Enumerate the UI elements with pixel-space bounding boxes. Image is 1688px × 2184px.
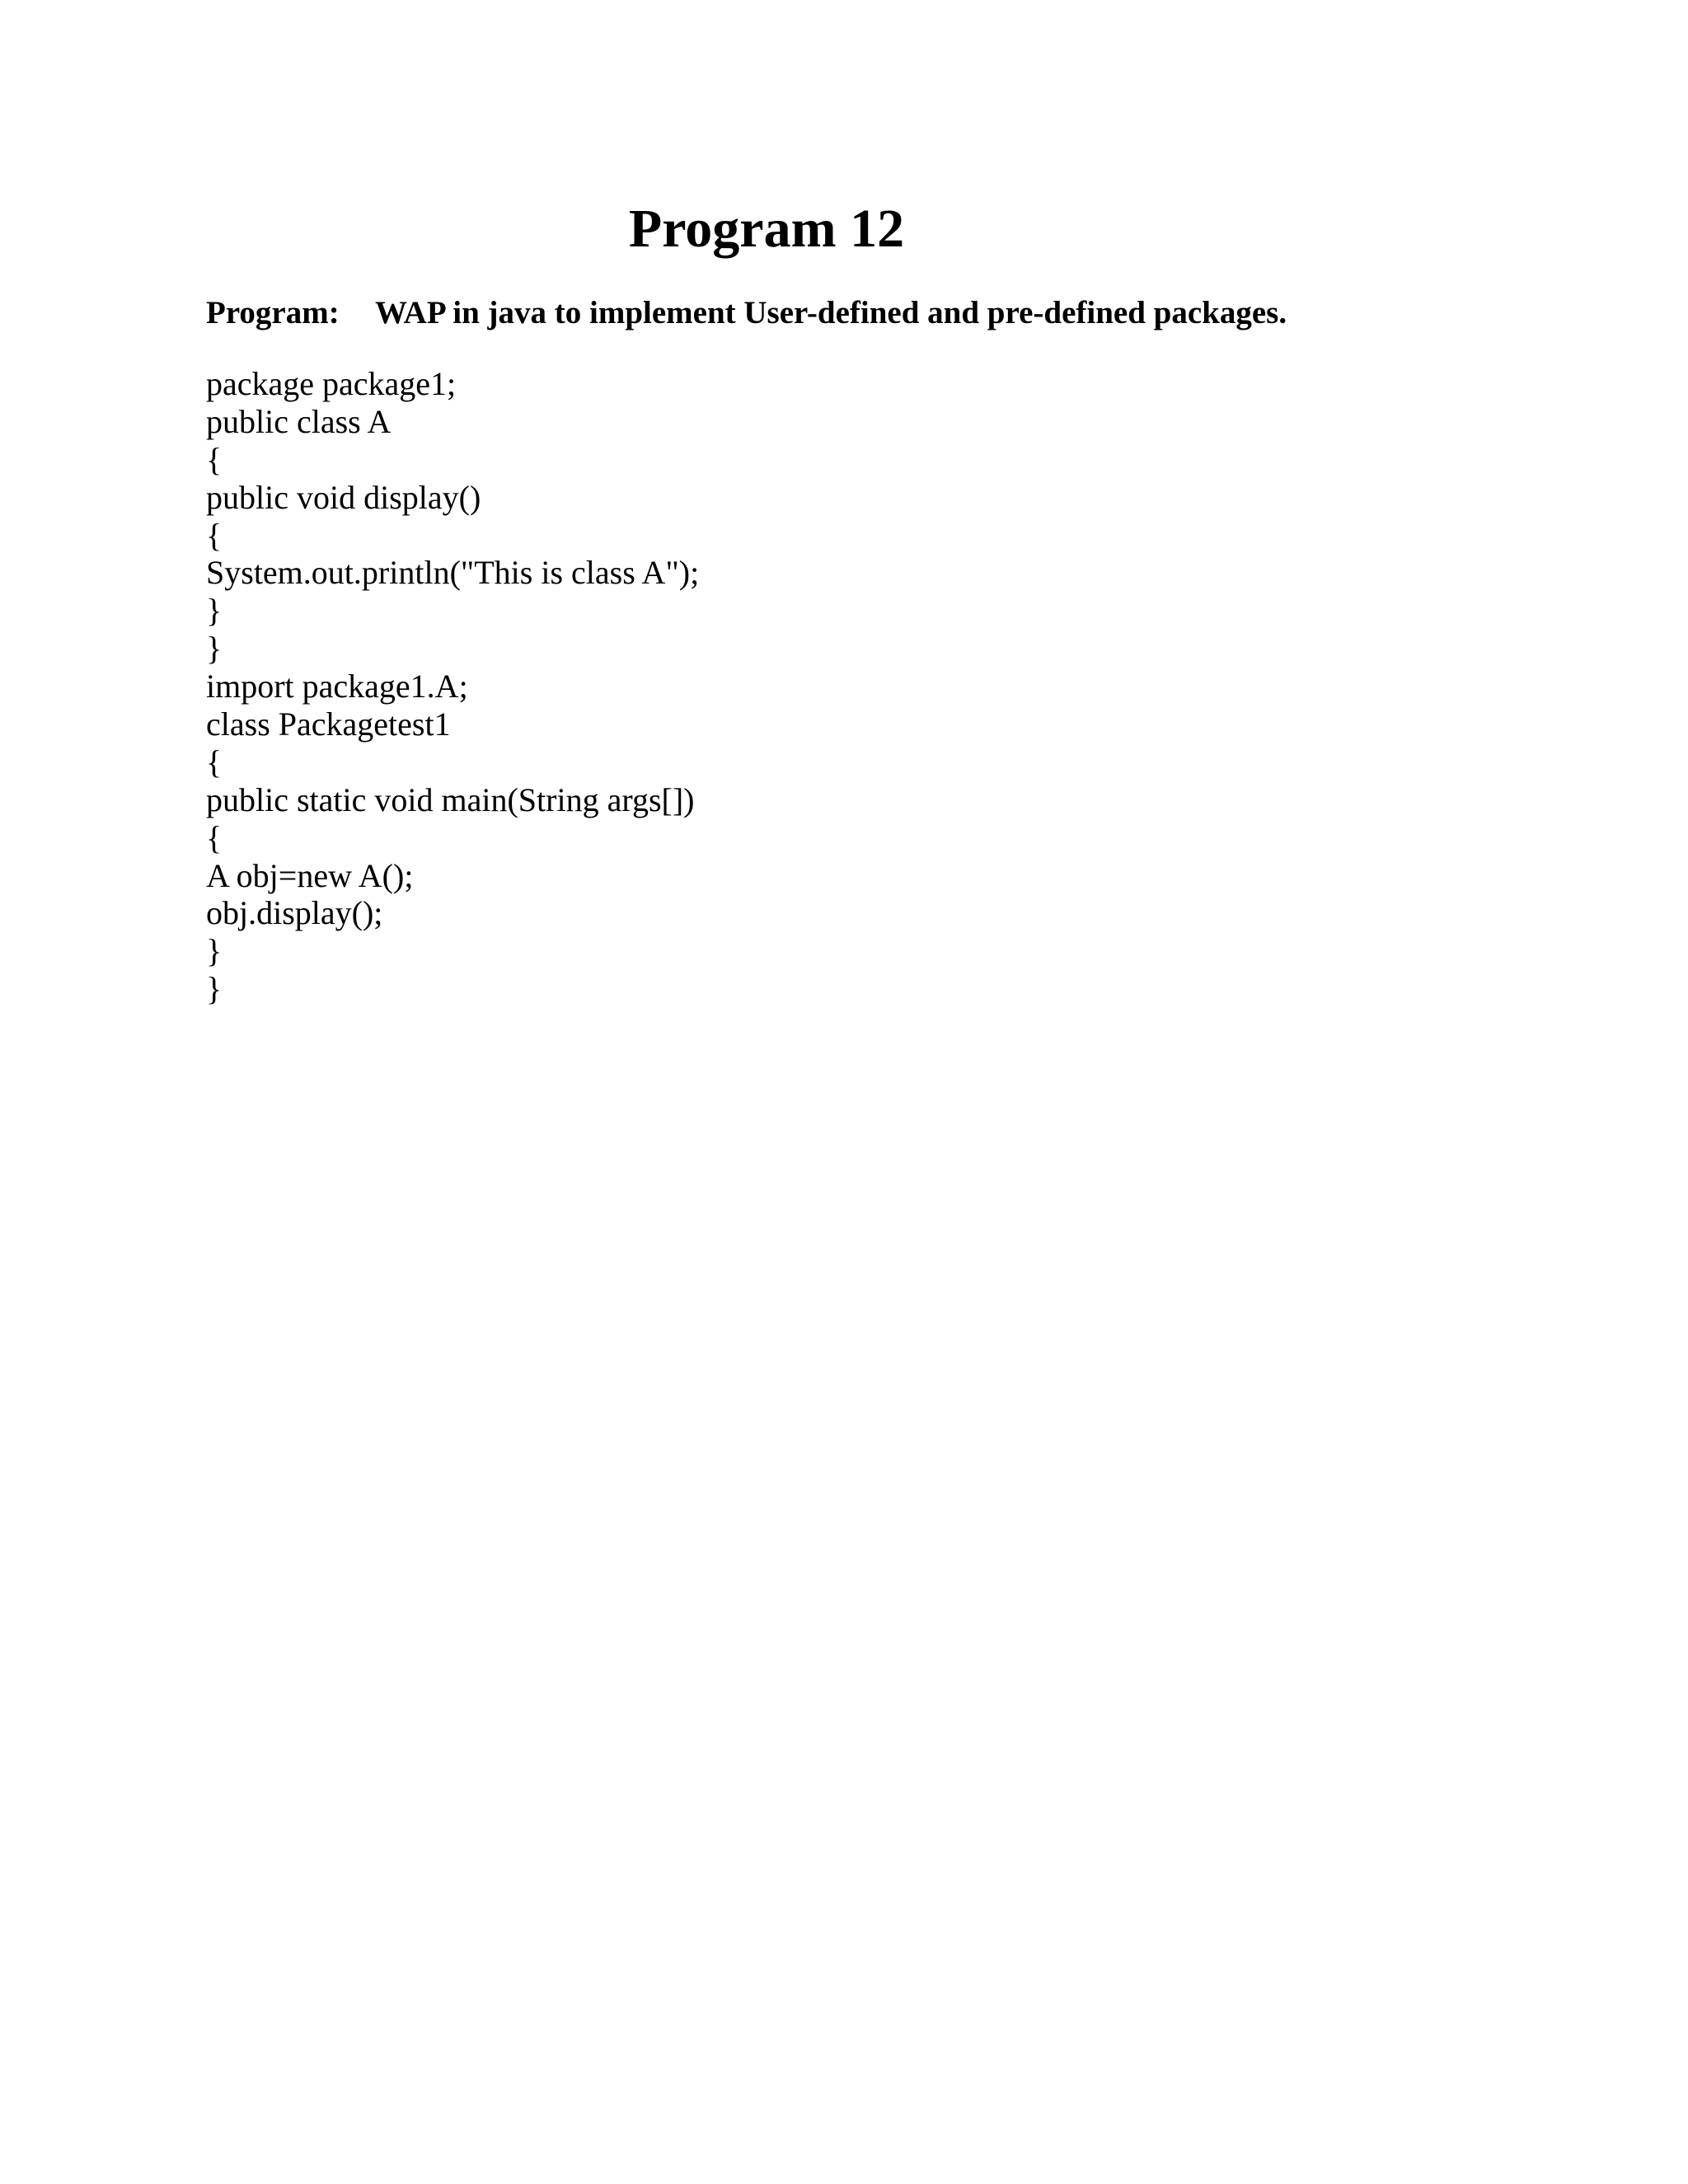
problem-statement — [206, 290, 1287, 336]
code-line: class Packagetest1 — [206, 705, 451, 743]
code-line: System.out.println("This is class A"); — [206, 554, 700, 592]
code-listing — [206, 365, 699, 1008]
code-line: } — [206, 932, 223, 970]
code-line: package package1; — [206, 365, 457, 402]
code-line: { — [206, 516, 223, 554]
code-line: } — [206, 970, 223, 1008]
code-line: } — [206, 630, 223, 668]
code-line: obj.display(); — [206, 894, 383, 932]
code-line: } — [206, 592, 223, 630]
code-line: public void display() — [206, 478, 481, 516]
page-title: Program 12 — [628, 199, 905, 259]
code-line: A obj=new A(); — [206, 856, 414, 894]
problem-label: Program: — [206, 295, 340, 330]
code-line: { — [206, 440, 223, 478]
code-line: { — [206, 818, 223, 856]
code-line: public class A — [206, 402, 392, 440]
code-line: public static void main(String args[]) — [206, 780, 695, 818]
code-line: import package1.A; — [206, 668, 468, 705]
code-line: { — [206, 743, 223, 780]
problem-text: WAP in java to implement User-defined and pre-defined packages. — [375, 295, 1287, 330]
